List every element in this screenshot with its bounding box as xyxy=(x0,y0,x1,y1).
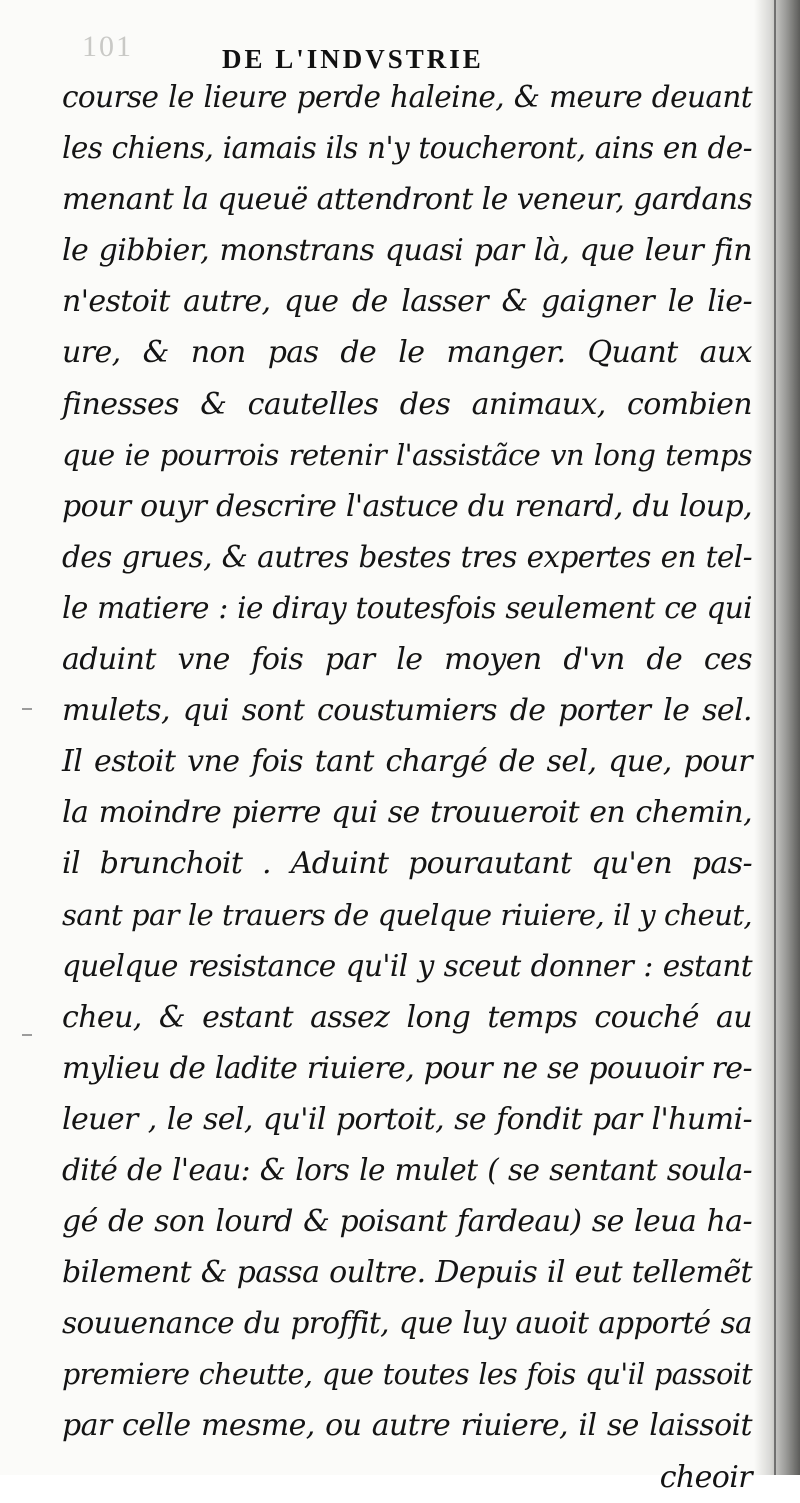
catchword: cheoir xyxy=(659,1459,752,1495)
margin-mark xyxy=(22,708,32,710)
text-line: menant la queuë attendront le veneur, gardans xyxy=(62,182,753,218)
margin-mark xyxy=(22,1034,32,1036)
text-line: leuer , le sel, qu'il portoit, se fondit par l'humi- xyxy=(62,1101,752,1137)
text-line: quelque resistance qu'il y sceut donner : estant xyxy=(62,948,752,983)
text-line: des grues, & autres bestes tres expertes en tel- xyxy=(62,539,752,574)
body-text xyxy=(62,72,752,1503)
text-line: finesses & cautelles des animaux, combien xyxy=(62,386,752,422)
running-title: DE L'INDVSTRIE xyxy=(222,44,484,74)
text-line: sant par le trauers de quelque riuiere, il y cheut, xyxy=(62,897,752,932)
text-line: les chiens, iamais ils n'y toucheront, ains en de- xyxy=(62,131,752,166)
text-line: que ie pourrois retenir l'assistãce vn long temps xyxy=(62,437,752,472)
binding-gutter-shadow xyxy=(754,0,800,1475)
binding-edge-line xyxy=(774,0,776,1475)
text-line: le gibbier, monstrans quasi par là, que leur fin xyxy=(62,233,752,269)
text-line: bilement & passa oultre. Depuis il eut tellemẽt xyxy=(62,1255,752,1291)
text-line: aduint vne fois par le moyen d'vn de ces xyxy=(62,642,752,678)
text-line: mylieu de ladite riuiere, pour ne se pouuoir re- xyxy=(62,1050,752,1086)
text-line: course le lieure perde haleine, & meure deuant xyxy=(62,80,752,114)
text-line: gé de son lourd & poisant fardeau) se leua ha- xyxy=(62,1204,752,1240)
text-line: mulets, qui sont coustumiers de porter le sel. xyxy=(62,693,752,729)
text-line: ure, & non pas de le manger. Quant aux xyxy=(62,335,752,371)
text-line: le matiere : ie diray toutesfois seulement ce qui xyxy=(62,590,752,625)
text-line: souuenance du proffit, que luy auoit apporté sa xyxy=(62,1306,752,1341)
text-line: par celle mesme, ou autre riuiere, il se laissoit xyxy=(62,1408,752,1444)
text-line: cheu, & estant assez long temps couché au xyxy=(62,999,752,1035)
text-line: n'estoit autre, que de lasser & gaigner le lie- xyxy=(62,284,752,320)
text-line: premiere cheutte, que toutes les fois qu'il passoit xyxy=(62,1358,752,1392)
bleed-through-page-number: 101 xyxy=(82,30,133,63)
text-line: dité de l'eau: & lors le mulet ( se sentant soula- xyxy=(62,1152,752,1187)
text-line: pour ouyr descrire l'astuce du renard, du loup, xyxy=(62,488,752,524)
text-line: la moindre pierre qui se trouueroit en chemin, xyxy=(62,795,752,831)
text-line: il brunchoit . Aduint pourautant qu'en pas- xyxy=(62,846,752,882)
text-line: Il estoit vne fois tant chargé de sel, que, pour xyxy=(62,744,752,780)
